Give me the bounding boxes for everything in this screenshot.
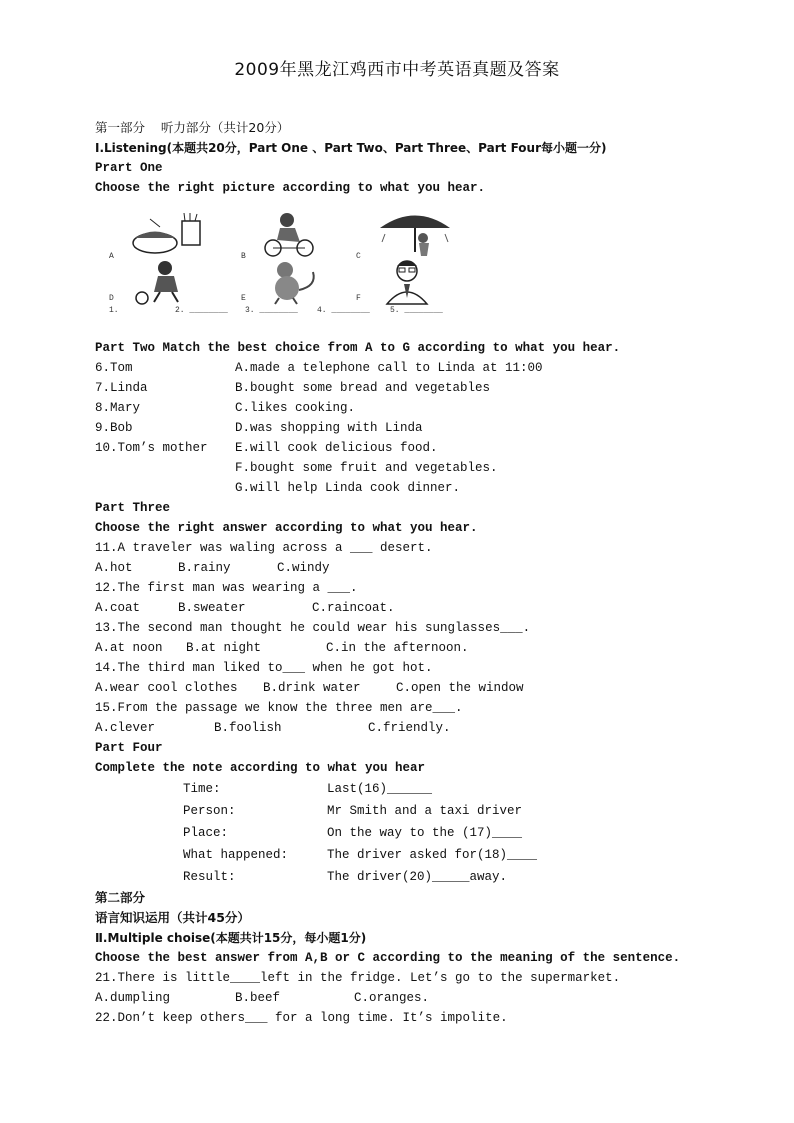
note-time-key: Time: (183, 782, 221, 796)
q12-option-b: B.sweater (178, 601, 246, 615)
q21-option-b: B.beef (235, 991, 281, 1005)
match-left-6: 6.Tom (95, 361, 133, 375)
listening-heading: Ⅰ.Listening(本题共20分，Part One 、Part Two、Part Three、Part Four每小题一分) (95, 141, 607, 155)
q11-option-a: A.hot (95, 561, 133, 575)
question-12: 12.The first man was wearing a ___. (95, 581, 358, 595)
question-11: 11.A traveler was waling across a ___ desert. (95, 541, 433, 555)
match-right-e: E.will cook delicious food. (235, 441, 438, 455)
part-four-label: Part Four (95, 741, 163, 755)
note-result-key: Result: (183, 870, 236, 884)
cyclist-picture (255, 210, 325, 258)
question-15: 15.From the passage we know the three men are___. (95, 701, 463, 715)
pic-label-c: C (356, 252, 361, 261)
q13-option-b: B.at night (186, 641, 262, 655)
section-subheader-part2: 语言知识运用（共计45分） (95, 910, 250, 925)
q21-option-a: A.dumpling (95, 991, 171, 1005)
umbrella-picture (375, 208, 455, 258)
blank-1: 1. (109, 306, 119, 315)
note-happened-value: The driver asked for(18)____ (327, 848, 538, 862)
man-portrait-picture (377, 258, 437, 306)
q15-option-b: B.foolish (214, 721, 282, 735)
blank-4: 4. ________ (317, 306, 370, 315)
pic-label-b: B (241, 252, 246, 261)
q15-option-a: A.clever (95, 721, 156, 735)
match-left-7: 7.Linda (95, 381, 148, 395)
blank-3: 3. ________ (245, 306, 298, 315)
blank-2: 2. ________ (175, 306, 228, 315)
picture-grid (105, 208, 465, 318)
part-three-label: Part Three (95, 501, 171, 515)
match-right-a: A.made a telephone call to Linda at 11:00 (235, 361, 543, 375)
q14-option-a: A.wear cool clothes (95, 681, 238, 695)
pic-label-d: D (109, 294, 114, 303)
q14-option-c: C.open the window (396, 681, 524, 695)
match-left-8: 8.Mary (95, 401, 141, 415)
q12-option-c: C.raincoat. (312, 601, 395, 615)
q11-option-c: C.windy (277, 561, 330, 575)
match-right-c: C.likes cooking. (235, 401, 356, 415)
note-place-value: On the way to the (17)____ (327, 826, 523, 840)
q21-option-c: C.oranges. (354, 991, 430, 1005)
pic-label-e: E (241, 294, 246, 303)
multiple-choice-instruction: Choose the best answer from A,B or C according to the meaning of the sentence. (95, 951, 681, 965)
section-header-part2: 第二部分 (95, 890, 146, 905)
note-person-key: Person: (183, 804, 236, 818)
q14-option-b: B.drink water (263, 681, 361, 695)
match-left-9: 9.Bob (95, 421, 133, 435)
question-13: 13.The second man thought he could wear his sunglasses___. (95, 621, 531, 635)
question-21: 21.There is little____left in the fridge. Let’s go to the supermarket. (95, 971, 621, 985)
note-result-value: The driver(20)_____away. (327, 870, 508, 884)
section-header-part1: 第一部分 听力部分（共计20分） (95, 120, 290, 135)
pic-label-f: F (356, 294, 361, 303)
note-person-value: Mr Smith and a taxi driver (327, 804, 523, 818)
part-three-instruction: Choose the right answer according to what you hear. (95, 521, 478, 535)
note-time-value: Last(16)______ (327, 782, 433, 796)
question-14: 14.The third man liked to___ when he got hot. (95, 661, 433, 675)
q13-option-c: C.in the afternoon. (326, 641, 469, 655)
monkey-picture (255, 260, 325, 305)
part-one-instruction: Choose the right picture according to what you hear. (95, 181, 486, 195)
match-right-b: B.bought some bread and vegetables (235, 381, 491, 395)
match-right-g: G.will help Linda cook dinner. (235, 481, 461, 495)
football-picture (120, 260, 200, 305)
note-place-key: Place: (183, 826, 229, 840)
part-four-instruction: Complete the note according to what you hear (95, 761, 426, 775)
page-title: 2009年黑龙江鸡西市中考英语真题及答案 (234, 60, 560, 80)
q11-option-b: B.rainy (178, 561, 231, 575)
match-right-d: D.was shopping with Linda (235, 421, 423, 435)
q12-option-a: A.coat (95, 601, 141, 615)
food-picture (120, 213, 210, 258)
part-two-instruction: Part Two Match the best choice from A to G according to what you hear. (95, 341, 621, 355)
pic-label-a: A (109, 252, 114, 261)
match-right-f: F.bought some fruit and vegetables. (235, 461, 498, 475)
question-22: 22.Don’t keep others___ for a long time. It’s impolite. (95, 1011, 508, 1025)
blank-5: 5. ________ (390, 306, 443, 315)
match-left-10: 10.Tom’s mother (95, 441, 208, 455)
q13-option-a: A.at noon (95, 641, 163, 655)
part-one-label: Prart One (95, 161, 163, 175)
multiple-choice-heading: Ⅱ.Multiple choise(本题共计15分，每小题1分) (95, 931, 367, 945)
q15-option-c: C.friendly. (368, 721, 451, 735)
note-happened-key: What happened: (183, 848, 289, 862)
